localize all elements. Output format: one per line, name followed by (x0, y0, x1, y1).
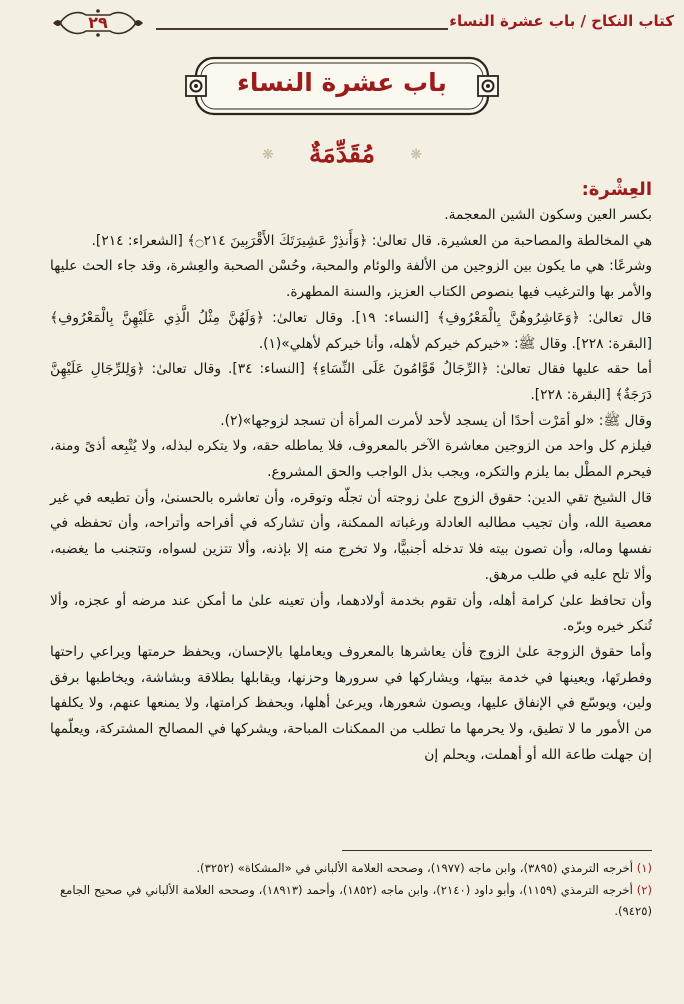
paragraph: وأن تحافظ علىٰ كرامة أهله، وأن تقوم بخدمة أولادهما، وأن تعينه علىٰ ما أمكن عند مرضه أو عجزه، وألا تُنكر خيره وبرّه. (50, 592, 652, 635)
paragraph: فيلزم كل واحد من الزوجين معاشرة الآخر بالمعروف، فلا يماطله حقه، ولا يتكره لبذله، ولا يُتْبِعه أذىً ومنة، فيحرم المطْل بما يلزم والتكره، ويجب بذل الواجب والحق المشروع. (50, 438, 652, 481)
introduction-title: مُقَدِّمَةٌ (309, 139, 375, 168)
footnote-text: أخرجه الترمذي (٣٨٩٥)، وابن ماجه (١٩٧٧)، وصححه العلامة الألباني في «المشكاة» (٣٢٥٢). (196, 861, 634, 875)
page-number: ٢٩ (88, 13, 108, 32)
chapter-banner (184, 54, 500, 118)
page-number-ornament (50, 8, 146, 38)
paragraph: بكسر العين وسكون الشين المعجمة. (444, 207, 652, 223)
star-ornament-icon: ❋ (410, 147, 422, 163)
footnote-number: (١) (636, 861, 652, 875)
footnote-divider (342, 850, 652, 851)
footnote-number: (٢) (636, 882, 652, 897)
footnote-text: أخرجه الترمذي (١١٥٩)، وأبو داود (٢١٤٠)، وابن ماجه (١٨٥٢)، وأحمد (١٨٩١٣)، وصححه العلامة الألباني في صحيح الجامع (٩٤٢٥). (60, 882, 652, 918)
paragraph: قال الشيخ تقي الدين: حقوق الزوج علىٰ زوجته أن تجلّه وتوقره، وأن تعاشره بالحسنىٰ، وأن تطيعه في غير معصية الله، وأن تجيب مطالبه العادلة ورغباته الممكنة، وأن تشاركه في أفراحه وأتراحه، وأن تحفظه في نفسها وماله، وأن تصون بيته فلا تدخله أجنبيًّا، ولا تخرج منه إلا بإذنه، وألا تتزين لسواه، وتتجنب ما يغضبه، وألا تلح عليه في طلب مرهق. (50, 489, 652, 583)
paragraph: وشرعًا: هي ما يكون بين الزوجين من الألفة والوئام والمحبة، وحُسْن الصحبة والعِشرة، وقد جاء الحث عليها والأمر بها والترغيب فيها بنصوص الكتاب العزيز، والسنة المطهرة. (50, 258, 652, 301)
chapter-title: باب عشرة النساء (237, 68, 447, 97)
paragraph: هي المخالطة والمصاحبة من العشيرة. قال تعالىٰ: ﴿وَأَنذِرْ عَشِيرَتَكَ الأَقْرَبِينَ ۝٢١٤﴾ [الشعراء: ٢١٤]. (91, 232, 652, 249)
header-rule (156, 28, 448, 30)
footnote (60, 880, 652, 923)
paragraph: قال تعالىٰ: ﴿وَعَاشِرُوهُنَّ بِالْمَعْرُوفِ﴾ [النساء: ١٩]. وقال تعالىٰ: ﴿وَلَهُنَّ مِثْلُ الَّذِي عَلَيْهِنَّ بِالْمَعْرُوفِ﴾ [البقرة: ٢٢٨]. وقال ﷺ: «خيركم خيركم لأهله، وأنا خيركم لأهلي»(١). (50, 309, 652, 352)
introduction-heading (262, 135, 422, 179)
running-title: كتاب النكاح / باب عشرة النساء (449, 12, 674, 30)
footnote (60, 858, 652, 880)
paragraph: وقال ﷺ: «لو أمَرْت أحدًا أن يسجد لأحد لأمرت المرأة أن تسجد لزوجها»(٢). (220, 412, 652, 429)
main-text (50, 176, 652, 768)
star-ornament-icon: ❋ (262, 147, 274, 163)
paragraph: وأما حقوق الزوجة علىٰ الزوج فأن يعاشرها بالمعروف ويعاملها بالإحسان، ويحفظ حرمتها ويراعي راحتها وفطرتَها، ويعينها في خدمة بيتها، ويشاركها في سرورها وحزنها، ويقابلها بطلاقة وبشاشة، ويخاطبها برفق ولين، ويوسّع في الإنفاق عليها، ويصون شعورها، ويرعىٰ أهلها، ويحفظ كرامتها، ولا يمنعها عنهم، ولا يكلفها من الأمور ما لا تطيق، ولا يحرمها ما تطلب من الممكنات المباحة، ويشركها في المصالح المشتركة، ويعلّمها إن جهلت طاعة الله أو أهملت، ويحلم إن (50, 643, 652, 763)
section-heading: العِشْرة: (581, 179, 652, 200)
paragraph: أما حقه عليها فقال تعالىٰ: ﴿الرِّجَالُ قَوَّامُونَ عَلَى النِّسَاءِ﴾ [النساء: ٣٤]. وقال تعالىٰ: ﴿وَلِلرِّجَالِ عَلَيْهِنَّ دَرَجَةٌ﴾ [البقرة: ٢٢٨]. (50, 361, 652, 403)
footnotes (60, 858, 652, 923)
running-header (10, 8, 674, 40)
